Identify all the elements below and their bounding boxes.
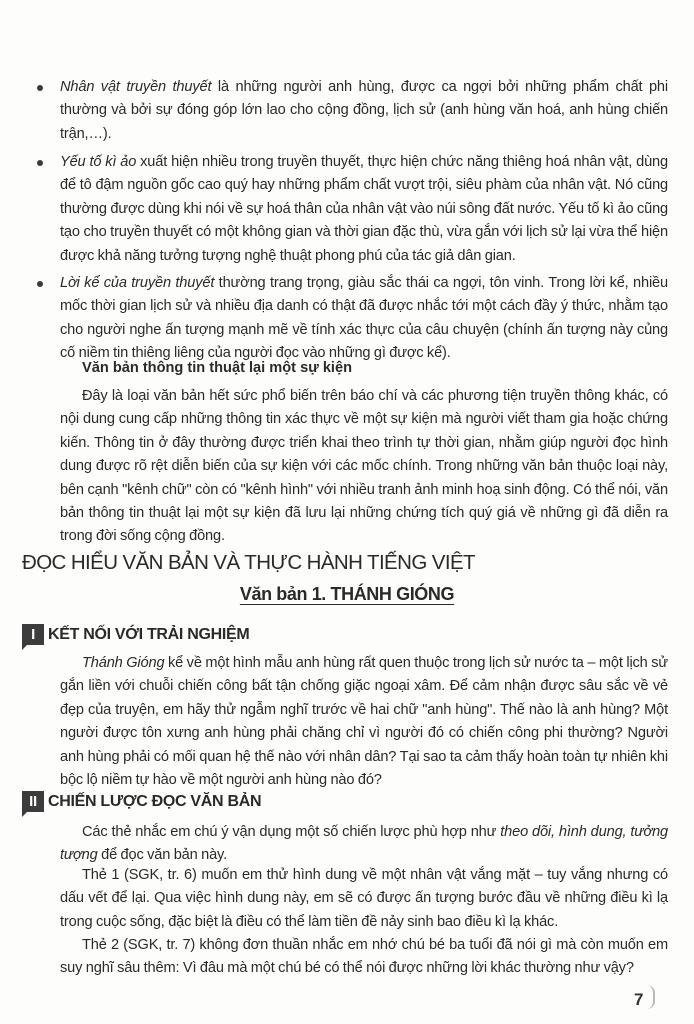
section-number-badge: I (22, 624, 44, 645)
bullet-icon (37, 85, 43, 91)
intro-after: để đọc văn bản này. (97, 847, 228, 864)
section-two-intro (60, 821, 668, 868)
bullet-text: thường trang trọng, giàu sắc thái ca ngợi, tôn vinh. Trong lời kể, nhiều mốc thời gian lịch sử và nhiều địa danh có thật đã được nhắc tới một cách đầy ý thức, nhằm tạo cho người nghe ấn tượng mạnh mẽ về tính xác thực của câu chuyện (chính ấn tượng này củng cố niềm tin thiêng liêng của người đọc vào những gì được kể). (60, 275, 668, 362)
section-two-heading (22, 791, 261, 812)
bullet-nhan-vat (60, 76, 668, 146)
section-one-heading (22, 624, 249, 645)
page-number: 7 (634, 990, 644, 1009)
text-title (0, 584, 694, 605)
info-text-heading: Văn bản thông tin thuật lại một sự kiện (82, 360, 353, 376)
section-one-lead: Thánh Gióng (82, 655, 165, 671)
bullet-icon (37, 281, 43, 287)
bullet-term: Yếu tố kì ảo (60, 154, 137, 170)
card-two-paragraph: Thẻ 2 (SGK, tr. 7) không đơn thuần nhắc em nhớ chú bé ba tuổi đã nói gì mà còn muốn em suy nghĩ sâu thêm: Vì đâu mà một chú bé có thể nói được những lời khác thường như vậy? (60, 937, 668, 977)
page-number-bracket-icon (647, 985, 655, 1009)
bullet-icon (37, 160, 43, 166)
section-two-title: CHIẾN LƯỢC ĐỌC VĂN BẢN (48, 792, 262, 810)
section-one-text: kể về một hình mẫu anh hùng rất quen thuộc trong lịch sử nước ta – một lịch sử gắn liền với chuỗi chiến công bất tận chống giặc ngoại xâm. Để cảm nhận được sâu sắc về vẻ đẹp của truyện, em hãy thử ngẫm nghĩ trước về hai chữ "anh hùng". Thế nào là anh hùng? Một người được tôn xưng anh hùng phải chăng chỉ vì người đó có chiến công phi thường? Người anh hùng phải có mối quan hệ thế nào với nhân dân? Tại sao ta cảm thấy hoàn toàn tự nhiên khi bộc lộ niềm tự hào về một người anh hùng nào đó? (60, 655, 668, 789)
info-text-paragraph: Đây là loại văn bản hết sức phổ biến trên báo chí và các phương tiện truyền thông khác, có nội dung cung cấp những thông tin xác thực về một sự kiện mà người viết tham gia hoặc chứng kiến. Thông tin ở đây thường được triển khai theo trình tự thời gian, nhằm giúp người đọc hình dung được rõ rệt diễn biến của sự kiện với các mốc chính. Trong những văn bản thuộc loại này, bên cạnh "kênh chữ" còn có "kênh hình" với nhiều tranh ảnh minh hoạ sinh động. Có thể nói, văn bản thông tin thuật lại một sự kiện đã lưu lại những chứng tích quý giá về những gì đã diễn ra trong đời sống cộng đồng. (60, 388, 668, 545)
bullet-text: là những người anh hùng, được ca ngợi bởi những phẩm chất phi thường và bởi sự đóng góp lớn lao cho cộng đồng, lịch sử (anh hùng văn hoá, anh hùng chiến trận,…). (60, 79, 668, 142)
bullet-term: Nhân vật truyền thuyết (60, 79, 212, 95)
section-one-paragraph (60, 652, 668, 792)
section-number-badge: II (22, 791, 44, 812)
card-one-paragraph: Thẻ 1 (SGK, tr. 6) muốn em thử hình dung về một nhân vật vắng mặt – tuy vắng nhưng có dấu vết để lại. Qua việc hình dung này, em sẽ có được ấn tượng bước đầu về những điều kì lạ trong cuộc sống, đặc biệt là điều có thể làm tiền đề nảy sinh bao điều kì lạ khác. (60, 867, 668, 930)
section-title: ĐỌC HIỂU VĂN BẢN VÀ THỰC HÀNH TIẾNG VIỆT (22, 551, 475, 574)
intro-italic: theo dõi, hình dung, tưởng tượng (60, 824, 669, 864)
section-one-title: KẾT NỐI VỚI TRẢI NGHIỆM (48, 625, 250, 643)
intro-before: Các thẻ nhắc em chú ý vận dụng một số chiến lược phù hợp như (82, 824, 501, 840)
bullet-yeu-to-ki-ao (60, 151, 668, 268)
bullet-term: Lời kể của truyền thuyết (60, 275, 215, 291)
text-title-label: Văn bản 1. THÁNH GIÓNG (239, 584, 455, 604)
bullet-loi-ke (60, 272, 668, 366)
bullet-text: xuất hiện nhiều trong truyền thuyết, thực hiện chức năng thiêng hoá nhân vật, dùng để tô đậm nguồn gốc cao quý hay những phẩm chất vượt trội, siêu phàm của nhân vật. Nó cũng thường được dùng khi nói về sự hoá thân của nhân vật vào núi sông đất nước. Yếu tố kì ảo cũng tạo cho truyền thuyết có một không gian và thời gian đặc thù, vừa gắn với lịch sử lại vừa thể hiện được khả năng tưởng tượng nghệ thuật phong phú của tác giả dân gian. (60, 154, 668, 264)
